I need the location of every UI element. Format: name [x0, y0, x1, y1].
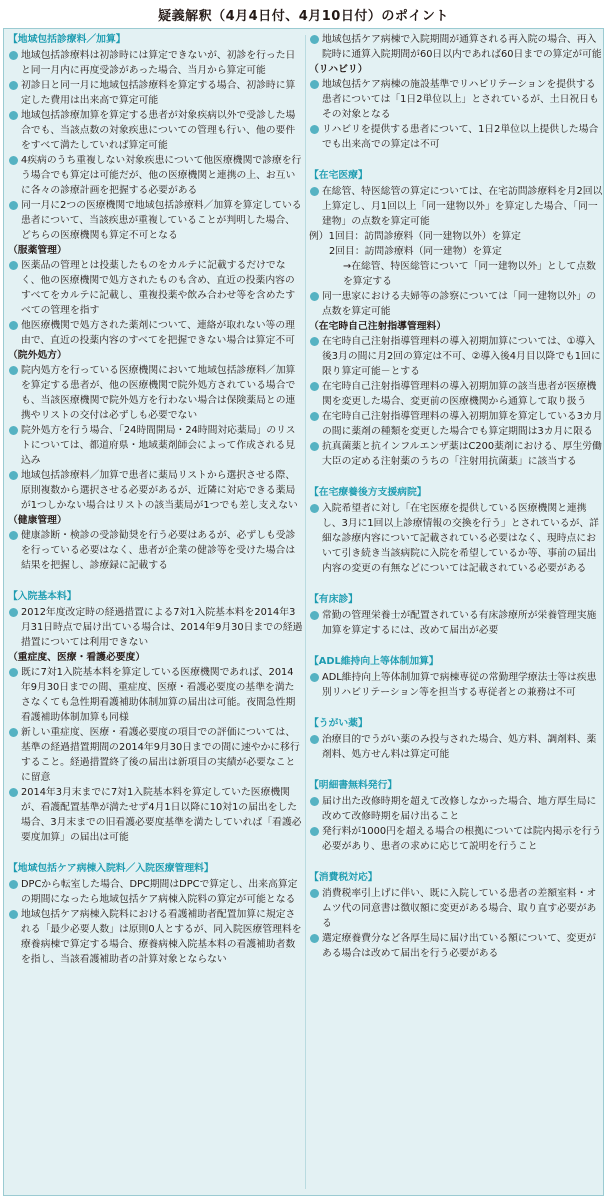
subheading: （リハビリ） [309, 64, 368, 75]
example-line: →在総管、特医総管について「同一建物以外」として点数を算定する [343, 261, 596, 287]
section-heading: 【うがい薬】 [309, 718, 368, 729]
section-heading: 【地域包括ケア病棟入院料／入院医療管理料】 [8, 863, 214, 874]
section-heading: 【ADL維持向上等体制加算】 [309, 656, 439, 667]
bullet-item: 在宅時自己注射指導管理料の導入初期加算の該当患者が医療機関を変更した場合、変更前の医療機関から通算して取り扱う [309, 379, 604, 409]
bullet-item: 地域包括診療料／加算で患者に薬局リストから選択させる際、原則複数から選択させる必要があるが、近隣に対応できる薬局が1つしかない場合はリストの該当薬局が1つでも差し支えない [8, 468, 303, 513]
bullet-item: 地域包括ケア病棟で入院期間が通算される再入院の場合、再入院時に通算入院期間が60日以内であれば60日までの算定が可能 [309, 32, 604, 62]
bullet-item: 地域包括ケア病棟の施設基準でリハビリテーションを提供する患者については「1日2単位以上」とされているが、土日祝日もその対象となる [309, 77, 604, 122]
section-heading: 【明細書無料発行】 [309, 780, 398, 791]
section-heading: 【入院基本料】 [8, 591, 77, 602]
bullet-item: 2012年度改定時の経過措置による7対1入院基本料を2014年3月31日時点で届け出ている場合は、2014年9月30日までの経過措置については利用できない [8, 605, 303, 650]
bullet-item: 届け出た改修時期を超えて改修しなかった場合、地方厚生局に改めて改修時期を届け出ること [309, 794, 604, 824]
bullet-item: 同一月に2つの医療機関で地域包括診療料／加算を算定している患者について、当該疾患が重複していることが判明した場合、どちらの医療機関も算定不可となる [8, 198, 303, 243]
bullet-item: 新しい重症度、医療・看護必要度の項目での評価については、基準の経過措置期間の2014年9月30日までの間に速やかに移行すること。経過措置終了後の届出は新項目の実績が必要なことに留意 [8, 725, 303, 785]
section-heading: 【地域包括診療料／加算】 [8, 34, 126, 45]
bullet-item: 健康診断・検診の受診勧奨を行う必要はあるが、必ずしも受診を行っている必要はなく、患者が企業の健診等を受けた場合は結果を把握し、診療録に記載する [8, 528, 303, 573]
subheading: （健康管理） [8, 515, 67, 526]
subheading: （院外処方） [8, 350, 67, 361]
bullet-item: 同一患家における夫婦等の診察については「同一建物以外」の点数を算定可能 [309, 289, 604, 319]
section [309, 870, 604, 961]
right-column [309, 32, 604, 977]
section-heading: 【在宅医療】 [309, 170, 368, 181]
subheading: （在宅時自己注射指導管理料） [309, 321, 447, 332]
bullet-item: 選定療養費分など各厚生局に届け出ている額について、変更がある場合は改めて届出を行う必要がある [309, 931, 604, 961]
bullet-item: 地域包括診療加算を算定する患者が対象疾病以外で受診した場合でも、当該点数の対象疾患についての管理も行い、他の要件をすべて満たしていれば算定可能 [8, 108, 303, 153]
bullet-item: 2014年3月末までに7対1入院基本料を算定していた医療機関が、看護配置基準が満たせず4月1日以降に10対1の届出をした場合、3月末までの旧看護必要度基準を満たしていれば「看護必要度加算」の届出は可能 [8, 785, 303, 845]
bullet-item: 在総管、特医総管の算定については、在宅訪問診療料を月2回以上算定し、月1回以上「同一建物以外」を算定した場合、「同一建物」の点数を算定可能 [309, 184, 604, 229]
column-divider [305, 35, 306, 1189]
bullet-item: 地域包括診療料は初診時には算定できないが、初診を行った日と同一月内に再度受診があった場合、当月から算定可能 [8, 48, 303, 78]
section [8, 32, 303, 573]
page-title: 疑義解釈（4月4日付、4月10日付）のポイント [158, 8, 449, 24]
left-column [8, 32, 303, 983]
section [8, 861, 303, 967]
bullet-item: ADL維持向上等体制加算で病棟専従の常勤理学療法士等は疾患別リハビリテーション等を担当する専従者との兼務は不可 [309, 670, 604, 700]
section [309, 716, 604, 762]
example-line: 2回目：訪問診療料（同一建物）を算定 [329, 246, 502, 257]
bullet-item: 初診日と同一月に地域包括診療料を算定する場合、初診時に算定した費用は出来高で算定可能 [8, 78, 303, 108]
bullet-item: 4疾病のうち重複しない対象疾患について他医療機関で診療を行う場合でも算定は可能だが、他の医療機関と連携の上、お互いに各々の診療計画を把握する必要がある [8, 153, 303, 198]
section [309, 168, 604, 469]
example-line: 例）1回目：訪問診療料（同一建物以外）を算定 [309, 231, 521, 242]
bullet-item: 入院希望者に対し「在宅医療を提供している医療機関と連携し、3月に1回以上診療情報の交換を行う」とされているが、詳細な診療内容について記載されている必要はなく、現時点において引き続き当該病院に入院を希望しているか等、事前の届出内容の変更の有無などについては記載されている必要がある [309, 501, 604, 576]
section-heading: 【消費税対応】 [309, 872, 378, 883]
section [309, 485, 604, 576]
section [8, 589, 303, 845]
bullet-item: 地域包括ケア病棟入院料における看護補助者配置加算に規定される「最少必要人数」は原則0人とするが、同入院医療管理料を療養病棟で算定する場合、療養病棟入院基本料の看護補助者数を指し、当該看護補助者の計算対象とならない [8, 907, 303, 967]
section [309, 778, 604, 854]
subheading: （重症度、医療・看護必要度） [8, 652, 146, 663]
bullet-item: 医薬品の管理とは投薬したものをカルテに記載するだけでなく、他の医療機関で処方されたものも含め、直近の投薬内容のすべてをカルテに記載し、重複投薬や飲み合わせ等を含めたすべての管理を指す [8, 258, 303, 318]
bullet-item: 院外処方を行う場合、「24時間開局・24時間対応薬局」のリストについては、都道府県・地域薬剤師会によって作成される見込み [8, 423, 303, 468]
section [309, 654, 604, 700]
bullet-item: 他医療機関で処方された薬剤について、連絡が取れない等の理由で、直近の投薬内容のすべてを把握できない場合は算定不可 [8, 318, 303, 348]
section-heading: 【有床診】 [309, 594, 358, 605]
bullet-item: リハビリを提供する患者について、1日2単位以上提供した場合でも出来高での算定は不可 [309, 122, 604, 152]
section [309, 592, 604, 638]
bullet-item: 在宅時自己注射指導管理料の導入初期加算を算定している3カ月の間に薬剤の種類を変更した場合でも算定期間は3カ月に限る [309, 409, 604, 439]
bullet-item: 抗真菌薬と抗インフルエンザ薬はC200薬剤における、厚生労働大臣の定める注射薬のうちの「注射用抗菌薬」に該当する [309, 439, 604, 469]
content-panel [3, 28, 604, 1196]
bullet-item: 治療目的でうがい薬のみ投与された場合、処方料、調剤料、薬剤料、処方せん料は算定可能 [309, 732, 604, 762]
bullet-item: 既に7対1入院基本料を算定している医療機関であれば、2014年9月30日までの間、重症度、医療・看護必要度の基準を満たさなくても急性期看護補助体制加算の届出は可能。夜間急性期看護補助体制加算も同様 [8, 665, 303, 725]
bullet-item: 発行料が1000円を超える場合の根拠については院内掲示を行う必要があり、患者の求めに応じて説明を行うこと [309, 824, 604, 854]
section-heading: 【在宅療養後方支援病院】 [309, 487, 427, 498]
section [309, 32, 604, 152]
bullet-item: 常勤の管理栄養士が配置されている有床診療所が栄養管理実施加算を算定するには、改めて届出が必要 [309, 608, 604, 638]
subheading: （服薬管理） [8, 245, 67, 256]
bullet-item: 在宅時自己注射指導管理料の導入初期加算については、①導入後3月の間に月2回の算定は不可、②導入後4月目以降でも1回に限り算定可能－とする [309, 334, 604, 379]
bullet-item: DPCから転室した場合、DPC期間はDPCで算定し、出来高算定の期間になったら地域包括ケア病棟入院料の算定が可能となる [8, 877, 303, 907]
bullet-item: 消費税率引上げに伴い、既に入院している患者の差額室料・オムツ代の同意書は徴収額に変更がある場合、取り直す必要がある [309, 886, 604, 931]
bullet-item: 院内処方を行っている医療機関において地域包括診療料／加算を算定する患者が、他の医療機関で院外処方されている場合でも、当該医療機関で院外処方を行わない場合は保険薬局との連携やリストの交付は必ずしも必要でない [8, 363, 303, 423]
